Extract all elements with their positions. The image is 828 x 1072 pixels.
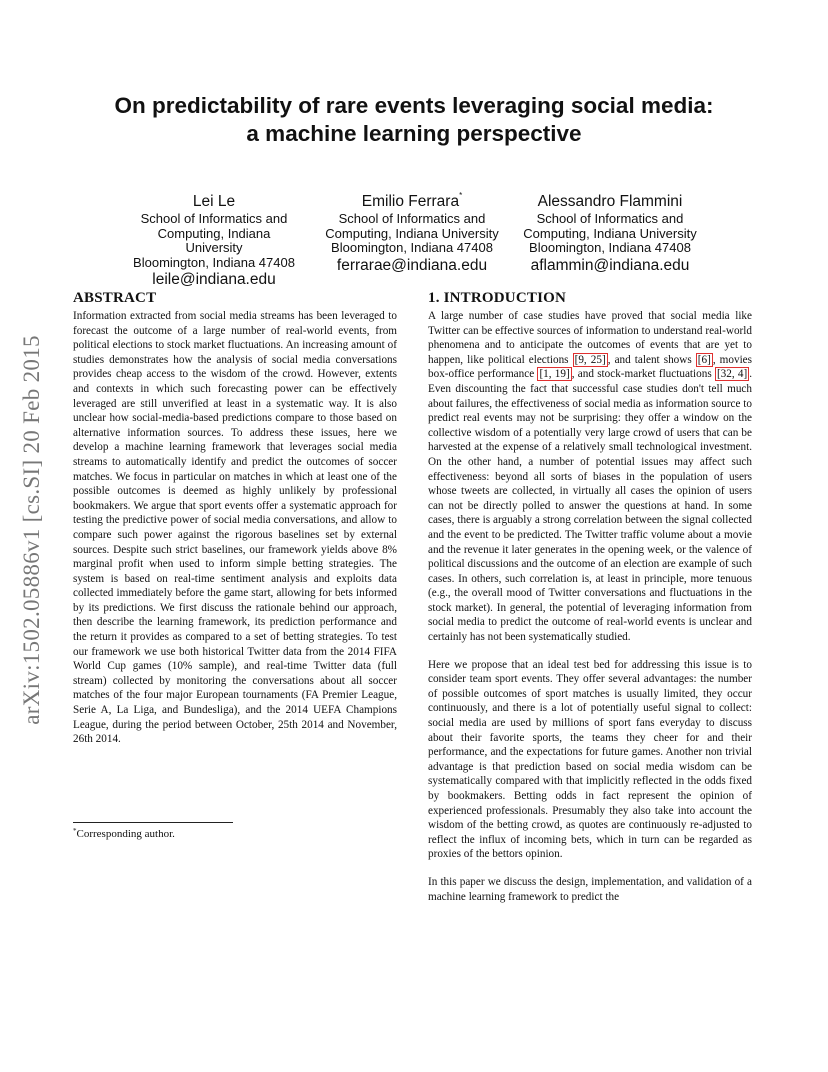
paper-title <box>60 92 768 148</box>
author-name: Lei Le <box>192 193 236 210</box>
author-email[interactable]: ferrarae@indiana.edu <box>336 256 488 274</box>
author-name: Emilio Ferrara* <box>361 191 463 210</box>
author-affiliation-line: Computing, Indiana University <box>523 225 697 241</box>
author-affiliation-line: School of Informatics and <box>536 211 684 226</box>
footnote-text: Corresponding author. <box>76 828 175 840</box>
introduction-heading: 1. INTRODUCTION <box>428 290 567 306</box>
author-affiliation-line: Bloomington, Indiana 47408 <box>529 240 691 256</box>
arxiv-identifier <box>14 300 50 760</box>
author-block-2 <box>324 192 500 275</box>
intro-paragraph-1: A large number of case studies have proved that social media like Twitter can be effective sources of information to understand real-world phenomena and to anticipate the outcomes of events that are yet to happen, like political elections [9, 25] , and talent shows [6] , movies box-office performance [1, 19] , and stock-market fluctuations [32, 4] . Even discounting the fact that successful case studies don't tell much about failures, the effectiveness of social media as information source to predict real events may not be surprising: they offer a window on the collective wisdom of a potentially very large crowd of users that can be harvested at the expense of a relatively small technological investment. On the other hand, a number of potential issues may affect such effectiveness: beyond all sorts of biases in the population of users whose tweets are collected, in virtually all cases the opinion of users can not be directly polled to answer the questions at hand. In some cases, there is arguably a strong correlation between the signal collected and the event to be predicted. The Twitter traffic volume about a movie and the revenue it later generates in the opening week, or the valence of political discussions and the outcome of an election are example of such cases. In others, such correlation is, at least in principle, more tenuous (e.g., the overall mood of Twitter conversations and fluctuations in the stock market). In general, the potential of leveraging information from social media to predict the outcome of real-world events is unclear and certainly has not been systematically studied. <box>428 310 753 644</box>
footnote-divider <box>73 822 233 823</box>
citation-link[interactable]: [9, 25] <box>574 353 606 366</box>
title-line-1: On predictability of rare events leveraging social media: <box>114 93 714 118</box>
author-affiliation-line: Bloomington, Indiana 47408 <box>133 254 295 270</box>
author-mark: * <box>459 191 463 200</box>
footnote <box>73 827 175 841</box>
author-email[interactable]: aflammin@indiana.edu <box>530 256 690 274</box>
abstract-section <box>73 290 397 747</box>
intro-paragraph-2: Here we propose that an ideal test bed for addressing this issue is to consider team sport events. They offer several advantages: the number of possible outcomes of sport matches is usually limited, they occur continuously, and there is a lot of potentially useful signal to collect: social media are used by millions of sport fans everyday to discuss about their favorite sports, the teams they cheer for and their performance, and the expectations for future games. Another non trivial advantage is that prediction based on social media wisdom can be systematically compared with that implicitly reflected in the odds fixed by bookmakers. Betting odds in fact represent the opinion of experienced professionals. Presumably they also take into account the wisdom of the betting crowd, as quotes are continuously re-adjusted to reflect the influx of incoming bets, which in turn can be regarded as proxies of the bettors opinion. <box>428 658 752 861</box>
abstract-heading: ABSTRACT <box>73 290 157 306</box>
author-affiliation-line: School of Informatics and <box>338 211 486 226</box>
author-name: Alessandro Flammini <box>537 193 683 210</box>
author-block-3 <box>520 192 700 275</box>
citation-link[interactable]: [32, 4] <box>716 368 748 381</box>
author-affiliation-line: Computing, Indiana University <box>157 225 271 256</box>
author-affiliation-line: School of Informatics and <box>140 211 288 226</box>
author-affiliation-line: Bloomington, Indiana 47408 <box>331 240 493 256</box>
introduction-section <box>428 290 752 904</box>
footnote-mark: * <box>73 827 77 835</box>
author-affiliation-line: Computing, Indiana University <box>325 225 499 241</box>
title-line-2: a machine learning perspective <box>246 121 582 146</box>
author-block-1 <box>128 192 300 289</box>
intro-paragraph-3: In this paper we discuss the design, implementation, and validation of a machine learning framework to predict the <box>428 875 752 903</box>
arxiv-id-text: arXiv:1502.05886v1 [cs.SI] 20 Feb 2015 <box>19 335 44 725</box>
abstract-text: Information extracted from social media streams has been leveraged to forecast the outcome of a large number of real-world events, from political elections to stock market fluctuations. An increasing amount of studies demonstrates how the analysis of social media conversations provides cheap access to the wisdom of the crowd. However, extents and contexts in which such forecasting power can be effectively leveraged are still unverified at least in a systematic way. It is also unclear how social-media-based predictions compare to those based on alternative information sources. To address these issues, here we develop a machine learning framework that leverages social media streams to automatically identify and predict the outcomes of soccer matches. We focus in particular on matches in which at least one of the possible outcomes is deemed as highly unlikely by professional bookmakers. We argue that sport events offer a systematic approach for testing the predictive power of social media conversations, and allow to compare such power against the rigorous baselines set by external sources. Despite such strict baselines, our framework yields above 8% marginal profit when used to inform simple betting strategies. The system is based on real-time sentiment analysis and exploits data collected immediately before the game start, allowing for bets informed by its predictions. We first discuss the rationale behind our approach, then describe the learning framework, its prediction performance and the return it provides as compared to a set of betting strategies. To test our framework we use both historical Twitter data from the 2014 FIFA World Cup games (10% sample), and real-time Twitter data (full stream) collected by monitoring the conversations about all soccer matches of the four major European tournaments (FA Premier League, Serie A, La Liga, and Bundesliga), and the 2014 UEFA Champions League, during the period between October, 25th 2014 and November, 26th 2014. <box>73 310 397 746</box>
citation-link[interactable]: [6] <box>697 353 711 366</box>
author-email[interactable]: leile@indiana.edu <box>152 271 276 289</box>
citation-link[interactable]: [1, 19] <box>539 368 570 381</box>
